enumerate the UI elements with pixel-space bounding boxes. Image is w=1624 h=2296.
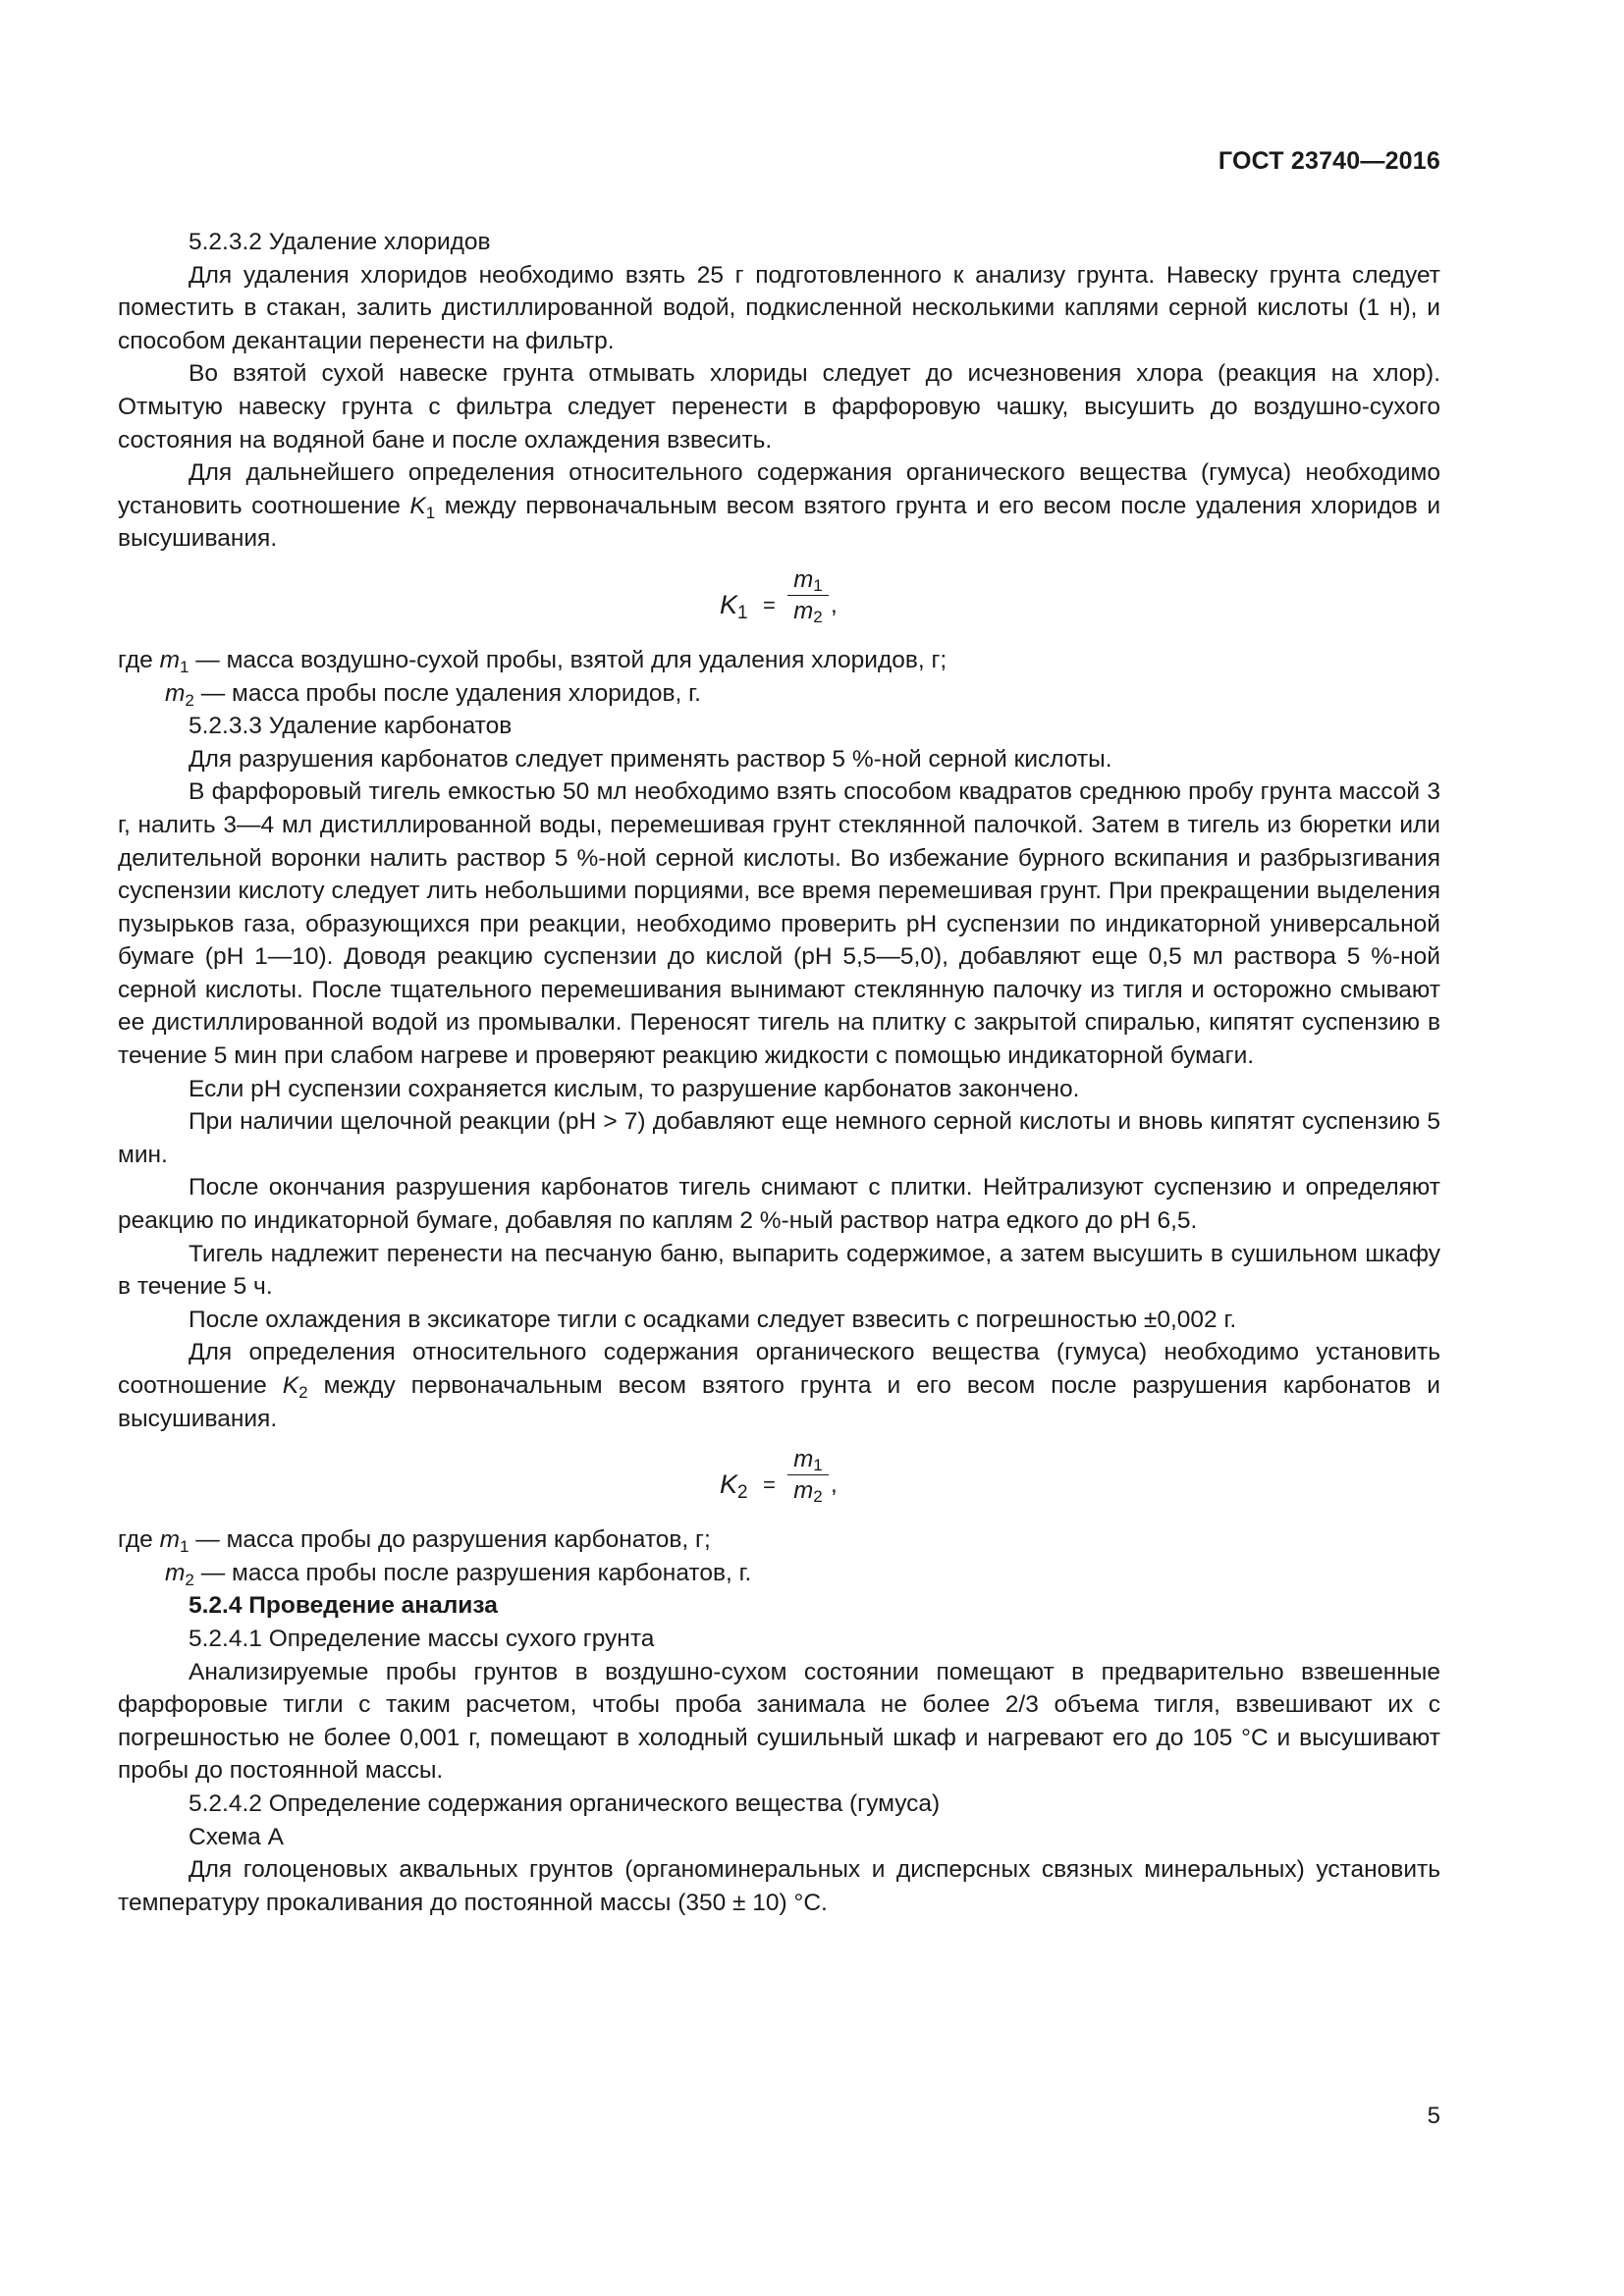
paragraph: Для разрушения карбонатов следует применять раствор 5 %-ной серной кислоты. — [189, 745, 1112, 773]
variable-k: K — [282, 1372, 299, 1399]
paragraph — [118, 456, 1440, 556]
paragraph: После окончания разрушения карбонатов тигель снимают с плитки. Нейтрализуют суспензию и определяют реакцию по индикаторной бумаге, добавляя по каплям 2 %-ный раствор натра едкого до pH 6,5. — [118, 1174, 1440, 1235]
formula-fraction — [787, 565, 829, 627]
formula-k2 — [118, 1445, 1440, 1520]
formula-comma: , — [831, 591, 838, 618]
page-number: 5 — [1427, 2103, 1440, 2129]
fraction-numerator: $m_1$ — [787, 565, 829, 596]
formula-equals: = — [763, 1472, 776, 1498]
fraction-denominator: $m_2$ — [793, 597, 823, 626]
formula-equals: = — [763, 592, 776, 617]
paragraph: Тигель надлежит перенести на песчаную баню, выпарить содержимое, а затем высушить в сушильном шкафу в течение 5 ч. — [118, 1240, 1440, 1301]
text-run: Для дальнейшего определения относительного содержания органического вещества (гумуса) необходимо установить соотношение — [118, 459, 1440, 519]
variable-k: K — [409, 492, 426, 519]
fraction-numerator: $m_1$ — [787, 1445, 829, 1475]
section-title-5-2-3-3: 5.2.3.3 Удаление карбонатов — [189, 713, 513, 740]
text-run: между первоначальным весом взятого грунта и его весом после удаления хлоридов и высушивания. — [118, 492, 1441, 553]
paragraph — [118, 1336, 1440, 1435]
paragraph: Если pH суспензии сохраняется кислым, то разрушение карбонатов закончено. — [189, 1075, 1080, 1102]
formula-lhs: $K_1$ — [720, 589, 748, 623]
where-line: где $m_1$ — масса воздушно-сухой пробы, взятой для удаления хлоридов, г; — [118, 646, 947, 676]
section-title-5-2-3-2: 5.2.3.2 Удаление хлоридов — [189, 229, 491, 255]
formula-comma: , — [831, 1471, 838, 1499]
where-line: $m_2$ — масса пробы после разрушения карбонатов, г. — [165, 1559, 752, 1589]
document-body — [118, 226, 1440, 1919]
where-line: где $m_1$ — масса пробы до разрушения карбонатов, г; — [118, 1526, 711, 1557]
formula-lhs: $K_2$ — [720, 1469, 748, 1504]
paragraph: Во взятой сухой навеске грунта отмывать хлориды следует до исчезновения хлора (реакция на хлор). Отмытую навеску грунта с фильтра следует перенести в фарфоровую чашку, высушить до воздушно-сухого состояния на водяной бане и после охлаждения взвесить. — [118, 360, 1440, 454]
fraction-denominator: $m_2$ — [793, 1477, 823, 1507]
formula-k1 — [118, 565, 1440, 640]
section-title-5-2-4: 5.2.4 Проведение анализа — [189, 1592, 498, 1620]
formula-fraction — [787, 1445, 829, 1507]
paragraph: Для удаления хлоридов необходимо взять 25 г подготовленного к анализу грунта. Навеску грунта следует поместить в стакан, залить дистиллированной водой, подкисленной несколькими каплями серной кислоты (1 н), и способом декантации перенести на фильтр. — [118, 261, 1440, 354]
paragraph: В фарфоровый тигель емкостью 50 мл необходимо взять способом квадратов среднюю пробу грунта массой 3 г, налить 3—4 мл дистиллированной воды, перемешивая грунт стеклянной палочкой. Затем в тигель из бюретки или делительной воронки налить раствор 5 %-ной серной кислоты. Во избежание бурного вскипания и разбрызгивания суспензии кислоту следует лить небольшими порциями, все время перемешивая грунт. При прекращении выделения пузырьков газа, образующихся при реакции, необходимо проверить pH суспензии по индикаторной универсальной бумаге (pH 1—10). Доводя реакцию суспензии до кислой (pH 5,5—5,0), добавляют еще 0,5 мл раствора 5 %-ной серной кислоты. После тщательного перемешивания вынимают стеклянную палочку из тигля и осторожно смывают ее дистиллированной водой из промывалки. Переносят тигель на плитку с закрытой спиралью, кипятят суспензию в течение 5 мин при слабом нагреве и проверяют реакцию жидкости с помощью индикаторной бумаги. — [118, 778, 1440, 1070]
scheme-label: Схема А — [189, 1823, 284, 1850]
document-code-header: ГОСТ 23740—2016 — [1218, 147, 1440, 175]
text-run: между первоначальным весом взятого грунта и его весом после разрушения карбонатов и высушивания. — [118, 1372, 1440, 1432]
subscript: 1 — [425, 503, 436, 522]
section-title-5-2-4-1: 5.2.4.1 Определение массы сухого грунта — [189, 1625, 655, 1652]
paragraph: После охлаждения в эксикаторе тигли с осадками следует взвесить с погрешностью ±0,002 г. — [189, 1306, 1237, 1333]
paragraph: Анализируемые пробы грунтов в воздушно-сухом состоянии помещают в предварительно взвешенные фарфоровые тигли с таким расчетом, чтобы проба занимала не более 2/3 объема тигля, взвешивают их с погрешностью не более 0,001 г, помещают в холодный сушильный шкаф и нагревают его до 105 °С и высушивают пробы до постоянной массы. — [118, 1658, 1440, 1785]
paragraph: Для голоценовых аквальных грунтов (органоминеральных и дисперсных связных минеральных) установить температуру прокаливания до постоянной массы (350 ± 10) °С. — [118, 1856, 1440, 1916]
text-run: Для определения относительного содержания органического вещества (гумуса) необходимо установить соотношение — [118, 1339, 1440, 1399]
section-title-5-2-4-2: 5.2.4.2 Определение содержания органического вещества (гумуса) — [189, 1789, 941, 1817]
where-line: $m_2$ — масса пробы после удаления хлоридов, г. — [165, 679, 701, 710]
paragraph: При наличии щелочной реакции (pH > 7) добавляют еще немного серной кислоты и вновь кипятят суспензию 5 мин. — [118, 1108, 1440, 1168]
subscript: 2 — [298, 1383, 308, 1402]
